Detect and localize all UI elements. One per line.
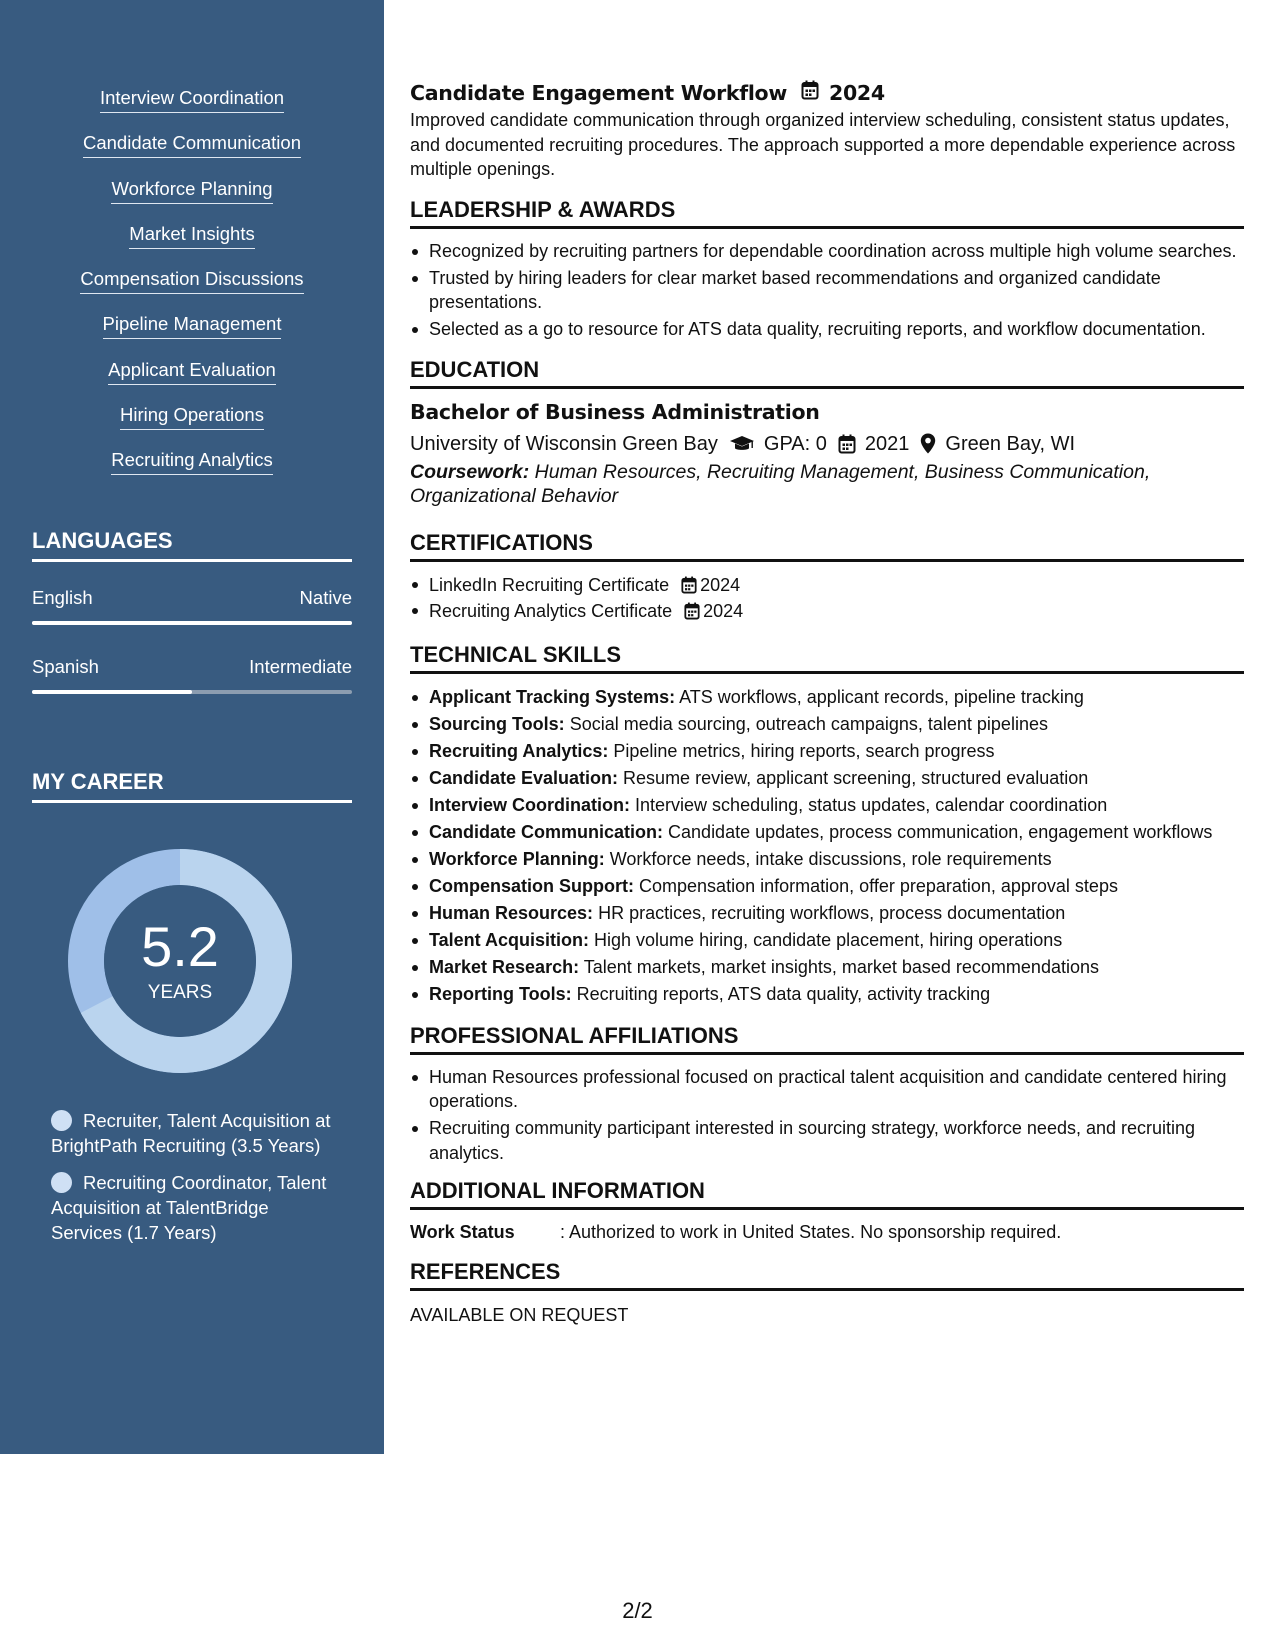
career-item-text: Recruiter, Talent Acquisition at BrightPath Recruiting (3.5 Years) bbox=[51, 1110, 331, 1156]
certification-item bbox=[410, 572, 1244, 598]
skill-label: Applicant Tracking Systems: bbox=[429, 686, 676, 707]
skill-label: Market Research: bbox=[429, 956, 580, 977]
calendar-icon bbox=[801, 80, 819, 106]
skill-link[interactable]: Hiring Operations bbox=[120, 403, 264, 430]
skill-label: Workforce Planning: bbox=[429, 848, 605, 869]
affiliations-list bbox=[410, 1065, 1244, 1166]
skill-link[interactable]: Recruiting Analytics bbox=[111, 448, 272, 475]
skill-text: Candidate updates, process communication, engagement workflows bbox=[668, 821, 1213, 842]
skill-row bbox=[410, 684, 1244, 711]
language-bar-fill bbox=[32, 621, 352, 625]
skill-item bbox=[0, 358, 384, 403]
skill-row bbox=[410, 738, 1244, 765]
dot-icon bbox=[51, 1110, 72, 1131]
certifications-section bbox=[410, 529, 1244, 624]
skill-label: Human Resources: bbox=[429, 902, 594, 923]
skill-link[interactable]: Workforce Planning bbox=[111, 177, 272, 204]
calendar-icon bbox=[838, 434, 856, 454]
certifications-list bbox=[410, 572, 1244, 624]
coursework bbox=[410, 460, 1244, 509]
education-details bbox=[410, 429, 1244, 459]
school-name: University of Wisconsin Green Bay bbox=[410, 432, 718, 455]
list-item: Trusted by hiring leaders for clear market based recommendations and organized candidate presentations. bbox=[410, 266, 1244, 315]
skill-row bbox=[410, 900, 1244, 927]
skill-text: Interview scheduling, status updates, calendar coordination bbox=[635, 794, 1108, 815]
career-heading: MY CAREER bbox=[32, 768, 352, 803]
career-item bbox=[51, 1170, 331, 1245]
skill-row bbox=[410, 765, 1244, 792]
certification-year: 2024 bbox=[703, 600, 744, 621]
references-text: AVAILABLE ON REQUEST bbox=[410, 1305, 629, 1325]
section-title: TECHNICAL SKILLS bbox=[410, 641, 1244, 674]
skill-item bbox=[0, 403, 384, 448]
language-bar bbox=[32, 621, 352, 625]
skill-label: Candidate Evaluation: bbox=[429, 767, 619, 788]
gpa: GPA: 0 bbox=[763, 432, 827, 455]
skill-text: Recruiting reports, ATS data quality, activity tracking bbox=[576, 983, 991, 1004]
work-status-row bbox=[410, 1220, 1244, 1244]
certification-name: Recruiting Analytics Certificate bbox=[429, 600, 673, 621]
work-status-label: Work Status bbox=[410, 1222, 515, 1242]
coursework-text: Human Resources, Recruiting Management, Business Communication, Organizational Behavior bbox=[410, 460, 1151, 507]
skill-text: ATS workflows, applicant records, pipeline tracking bbox=[679, 686, 1084, 707]
skills-list bbox=[0, 86, 384, 493]
location-pin-icon bbox=[920, 433, 936, 454]
skill-link[interactable]: Applicant Evaluation bbox=[108, 358, 276, 385]
career-donut bbox=[65, 846, 295, 1076]
skill-item bbox=[0, 312, 384, 357]
skill-text: Resume review, applicant screening, structured evaluation bbox=[623, 767, 1089, 788]
career-list bbox=[51, 1108, 331, 1257]
technical-skills-list bbox=[410, 684, 1244, 1008]
sidebar bbox=[0, 0, 384, 1454]
skill-text: Compensation information, offer preparation, approval steps bbox=[639, 875, 1118, 896]
skill-row bbox=[410, 981, 1244, 1008]
language-level: Native bbox=[299, 587, 352, 608]
skill-row bbox=[410, 873, 1244, 900]
certification-name: LinkedIn Recruiting Certificate bbox=[429, 574, 670, 595]
section-title: REFERENCES bbox=[410, 1258, 1244, 1291]
education-section bbox=[410, 356, 1244, 509]
leadership-list bbox=[410, 239, 1244, 342]
work-status-value: : Authorized to work in United States. No sponsorship required. bbox=[560, 1222, 1062, 1242]
skill-text: Workforce needs, intake discussions, role requirements bbox=[609, 848, 1052, 869]
section-title: LEADERSHIP & AWARDS bbox=[410, 196, 1244, 229]
skill-item bbox=[0, 131, 384, 176]
calendar-icon bbox=[684, 602, 700, 620]
list-item: Selected as a go to resource for ATS data quality, recruiting reports, and workflow documentation. bbox=[410, 317, 1244, 342]
project-title: Candidate Engagement Workflow bbox=[410, 81, 787, 105]
section-title: EDUCATION bbox=[410, 356, 1244, 389]
project-year: 2024 bbox=[828, 81, 885, 105]
coursework-label: Coursework: bbox=[410, 460, 530, 483]
language-name: English bbox=[32, 587, 93, 608]
skill-label: Talent Acquisition: bbox=[429, 929, 589, 950]
skill-text: High volume hiring, candidate placement, hiring operations bbox=[594, 929, 1063, 950]
skill-link[interactable]: Interview Coordination bbox=[100, 86, 284, 113]
list-item: Recognized by recruiting partners for dependable coordination across multiple high volume searches. bbox=[410, 239, 1244, 264]
references-section bbox=[410, 1258, 1244, 1327]
skill-item bbox=[0, 267, 384, 312]
language-bar bbox=[32, 690, 352, 694]
skill-item bbox=[0, 222, 384, 267]
list-item: Human Resources professional focused on practical talent acquisition and candidate centered hiring operations. bbox=[410, 1065, 1244, 1114]
career-item bbox=[51, 1108, 331, 1158]
skill-label: Candidate Communication: bbox=[429, 821, 664, 842]
skill-item bbox=[0, 86, 384, 131]
leadership-section bbox=[410, 196, 1244, 342]
skill-link[interactable]: Market Insights bbox=[129, 222, 254, 249]
career-years-value: 5.2 bbox=[141, 915, 219, 978]
school-location: Green Bay, WI bbox=[945, 432, 1076, 455]
career-item-text: Recruiting Coordinator, Talent Acquisition at TalentBridge Services (1.7 Years) bbox=[51, 1172, 327, 1243]
main-content bbox=[410, 80, 1244, 1327]
skill-row bbox=[410, 954, 1244, 981]
skill-item bbox=[0, 448, 384, 493]
degree-title: Bachelor of Business Administration bbox=[410, 399, 820, 424]
calendar-icon bbox=[681, 576, 697, 594]
section-title: CERTIFICATIONS bbox=[410, 529, 1244, 562]
graduation-year: 2021 bbox=[864, 432, 910, 455]
language-name: Spanish bbox=[32, 656, 99, 677]
skill-label: Compensation Support: bbox=[429, 875, 634, 896]
skill-row bbox=[410, 927, 1244, 954]
skill-row bbox=[410, 846, 1244, 873]
skill-link[interactable]: Pipeline Management bbox=[103, 312, 282, 339]
section-title: ADDITIONAL INFORMATION bbox=[410, 1177, 1244, 1210]
career-years-unit: YEARS bbox=[147, 982, 213, 1003]
languages-heading: LANGUAGES bbox=[32, 527, 352, 562]
skill-item bbox=[0, 177, 384, 222]
affiliations-section bbox=[410, 1022, 1244, 1166]
certification-item bbox=[410, 598, 1244, 624]
section-title: PROFESSIONAL AFFILIATIONS bbox=[410, 1022, 1244, 1055]
language-level: Intermediate bbox=[249, 656, 352, 677]
skill-link[interactable]: Compensation Discussions bbox=[80, 267, 303, 294]
skill-text: Talent markets, market insights, market based recommendations bbox=[583, 956, 1099, 977]
skill-text: Pipeline metrics, hiring reports, search progress bbox=[613, 740, 995, 761]
skill-label: Sourcing Tools: bbox=[429, 713, 565, 734]
language-bar-fill bbox=[32, 690, 192, 694]
project-heading bbox=[410, 80, 1244, 106]
skill-text: Social media sourcing, outreach campaigns, talent pipelines bbox=[569, 713, 1048, 734]
certification-year: 2024 bbox=[700, 574, 741, 595]
dot-icon bbox=[51, 1172, 72, 1193]
skill-row bbox=[410, 819, 1244, 846]
skill-link[interactable]: Candidate Communication bbox=[83, 131, 301, 158]
skill-text: HR practices, recruiting workflows, process documentation bbox=[598, 902, 1066, 923]
skill-label: Reporting Tools: bbox=[429, 983, 572, 1004]
list-item: Recruiting community participant interested in sourcing strategy, workforce needs, and recruiting analytics. bbox=[410, 1116, 1244, 1165]
skill-label: Recruiting Analytics: bbox=[429, 740, 609, 761]
page-number: 2/2 bbox=[622, 1598, 653, 1623]
skill-label: Interview Coordination: bbox=[429, 794, 631, 815]
graduation-cap-icon bbox=[729, 435, 755, 453]
skill-row bbox=[410, 792, 1244, 819]
technical-skills-section bbox=[410, 641, 1244, 1008]
additional-info-section bbox=[410, 1177, 1244, 1244]
project-description: Improved candidate communication through organized interview scheduling, consistent status updates, and documented recruiting procedures. The approach supported a more dependable experience across multiple openings. bbox=[410, 110, 1236, 179]
skill-row bbox=[410, 711, 1244, 738]
